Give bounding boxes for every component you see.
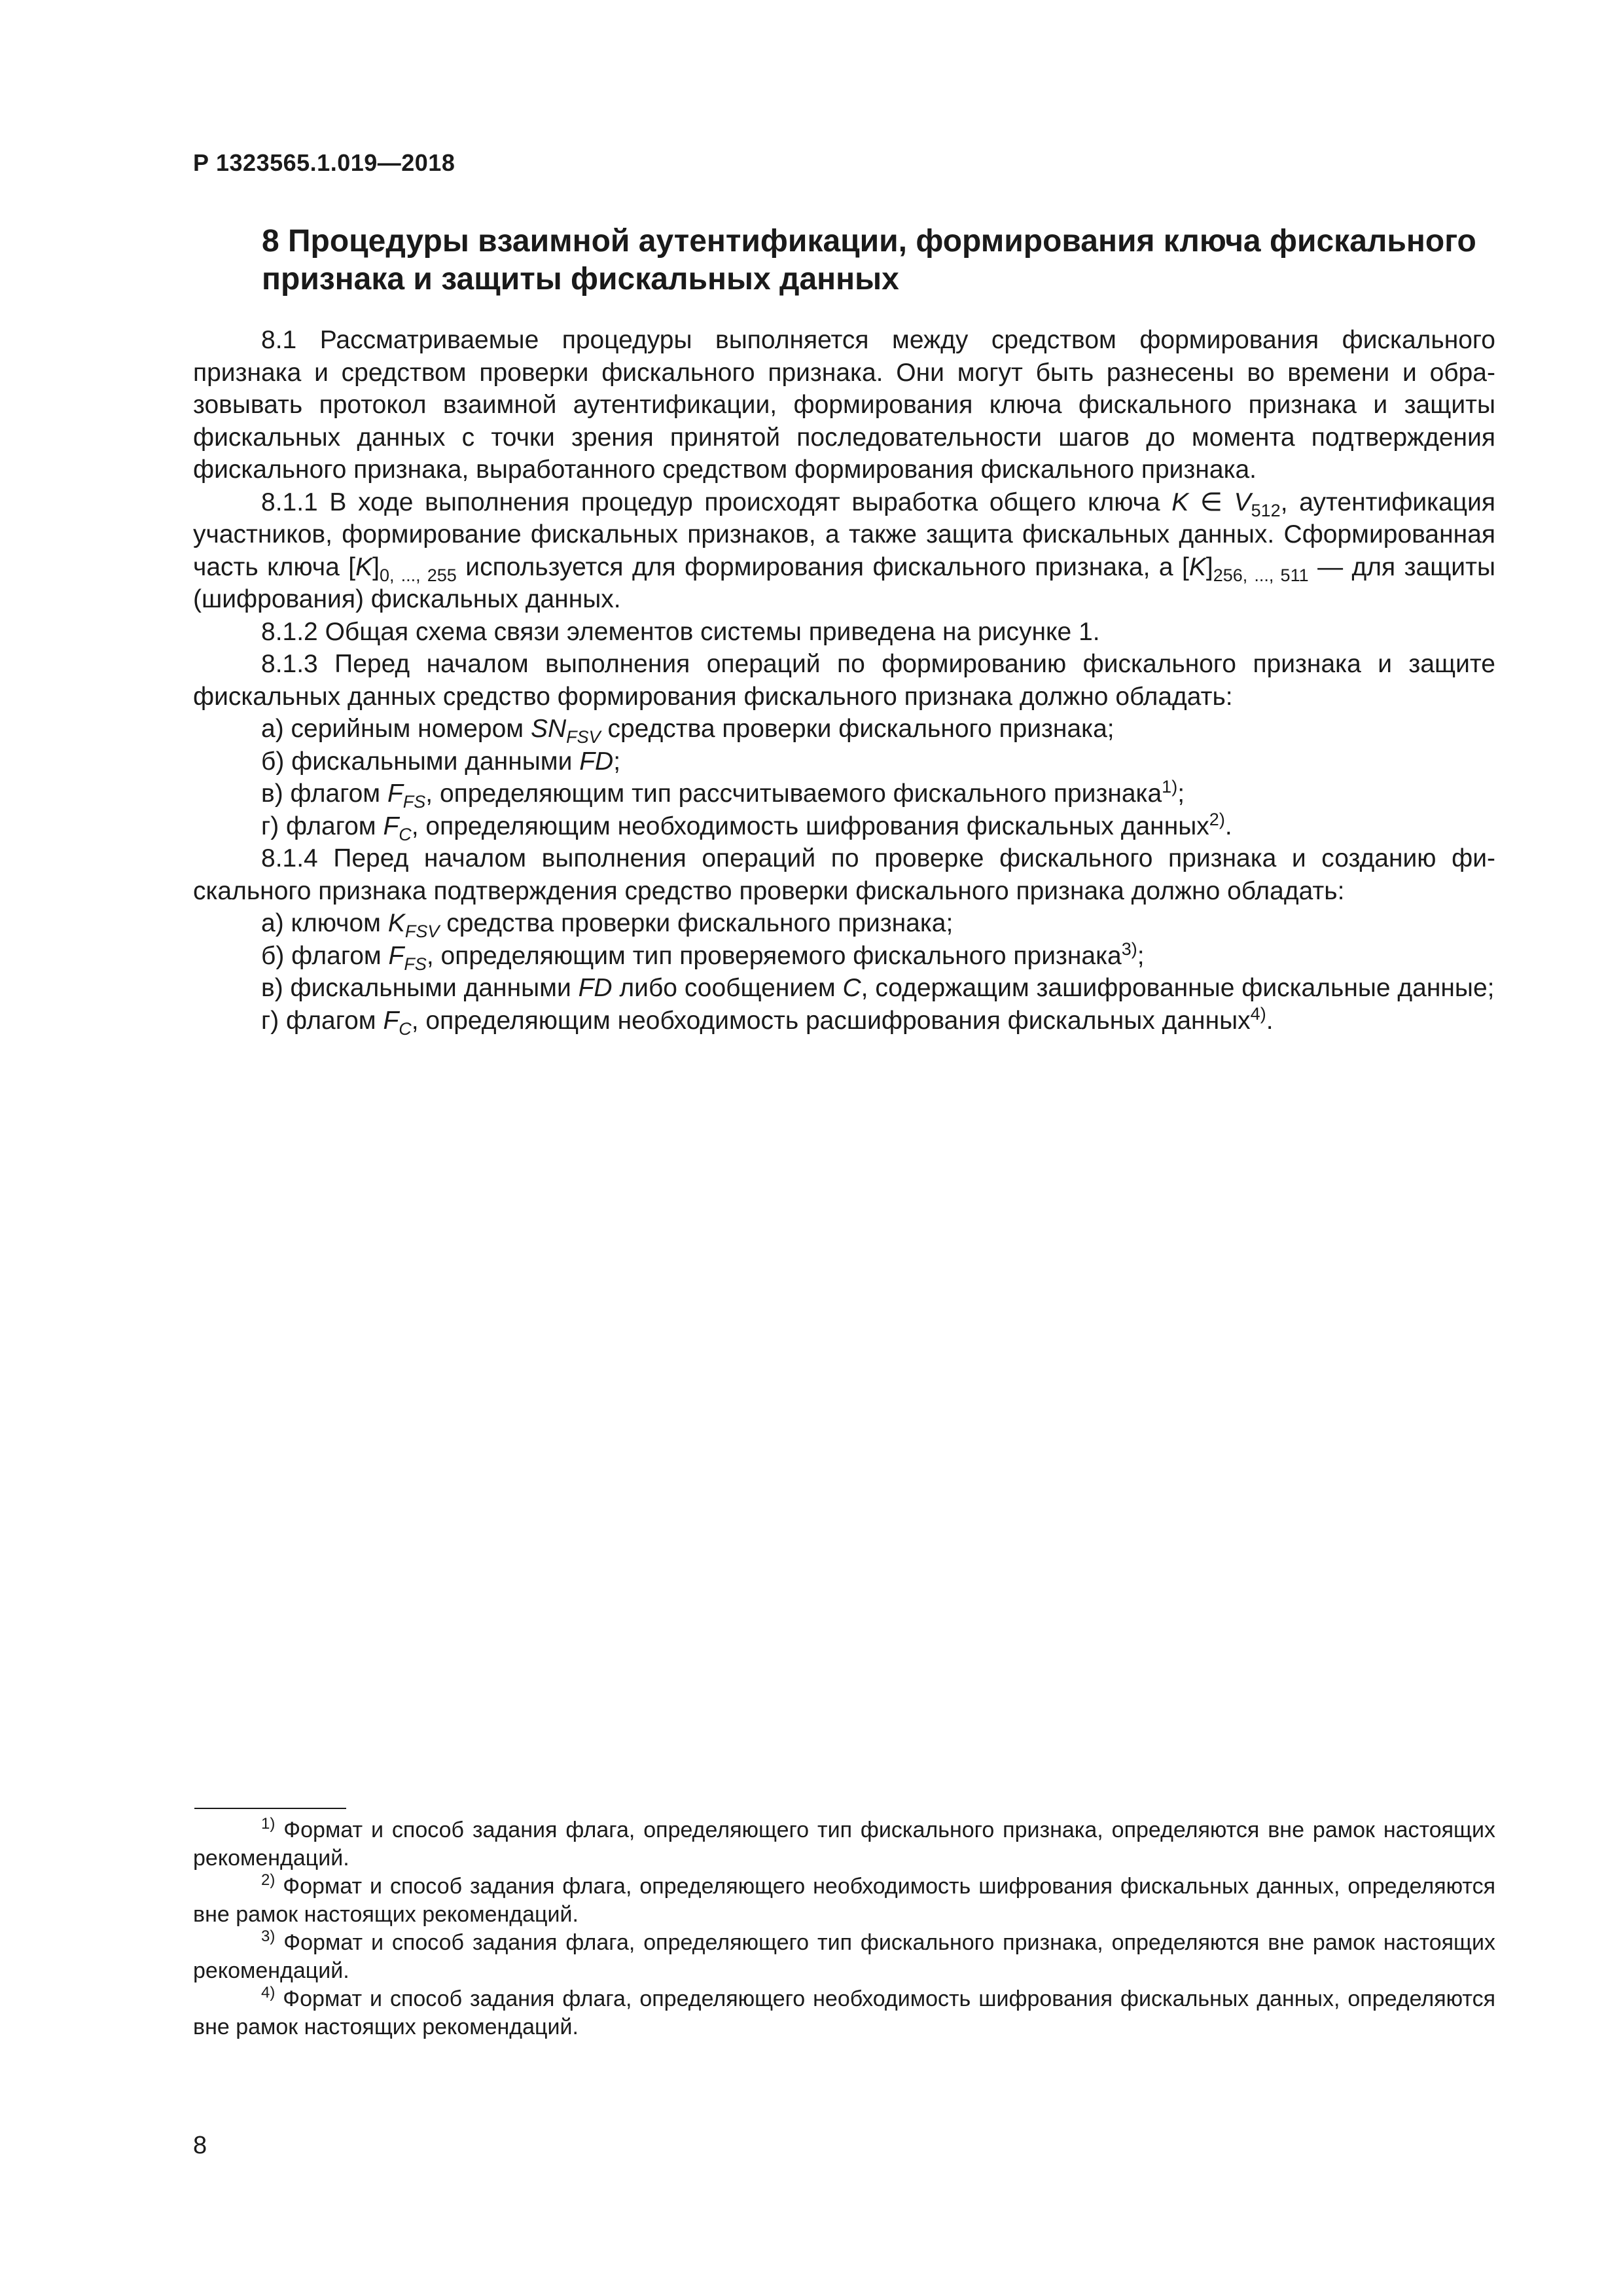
- footnotes: [193, 1816, 1495, 2041]
- footnote-ref: 2): [1209, 809, 1225, 829]
- list-item: г) флагом $F_C$, определяющим необходимость шифрования фискальных данных$^{2)}$.: [261, 809, 1232, 844]
- body-text: [193, 324, 1495, 1037]
- footnote-ref: 3): [1121, 939, 1137, 959]
- list-item: в) фискальными данными FD либо сообщением C, содержащим зашифрованные фискальные данные;: [261, 974, 1495, 1002]
- footnote: $^{1)}$ Формат и способ задания флага, определяющего тип фискального признака, определяются вне рамок настоящих рекомендаций.: [193, 1815, 1495, 1871]
- paragraph-8-1-1: 8.1.1 В ходе выполнения процедур происходят выработка общего ключа K ∈ $V_{512}$, аутентификация участников, формирование фискальных признаков, а также защита фискальных данных. Сформированная часть ключа $[K]_{0, ..., 255}$ используется для формирования фискального признака, а $[K]_{256, ..., 511}$ — для защиты (шифрования) фискальных данных.: [193, 488, 1495, 613]
- footnote: $^{2)}$ Формат и способ задания флага, определяющего необходимость шифрования фискальных данных, определяются вне рамок настоящих рекомендаций.: [193, 1871, 1495, 1927]
- list-item: а) ключом $K_{FSV}$ средства проверки фискального признака;: [261, 909, 954, 941]
- footnote-ref: 4): [1250, 1003, 1266, 1024]
- list-item: а) серийным номером $SN_{FSV}$ средства проверки фискального признака;: [261, 715, 1115, 747]
- section-title: 8 Процедуры взаимной аутентификации, формирования ключа фискального признака и защиты фискальных данных: [262, 224, 1476, 296]
- page-number: 8: [193, 2132, 207, 2159]
- list-item: б) флагом $F_{FS}$, определяющим тип проверяемого фискального признака$^{3)}$;: [261, 939, 1145, 974]
- document-id-header: Р 1323565.1.019—2018: [193, 149, 455, 176]
- footnote-ref: 1): [1162, 777, 1178, 797]
- footnote-separator: [194, 1808, 346, 1809]
- list-item: г) флагом $F_C$, определяющим необходимость расшифрования фискальных данных$^{4)}$.: [261, 1003, 1274, 1039]
- list-item: в) флагом $F_{FS}$, определяющим тип рассчитываемого фискального признака$^{1)}$;: [261, 777, 1185, 812]
- footnote: $^{4)}$ Формат и способ задания флага, определяющего необходимость шифрования фискальных данных, определяются вне рамок настоящих рекомендаций.: [193, 1984, 1495, 2039]
- footnote: $^{3)}$ Формат и способ задания флага, определяющего тип фискального признака, определяются вне рамок настоящих рекомендаций.: [193, 1928, 1495, 1983]
- paragraph-8-1-3: 8.1.3 Перед началом выполнения операций по формированию фискального признака и защите фискальных данных средство формирования фискального признака должно обладать:: [193, 650, 1495, 711]
- list-item: б) фискальными данными FD;: [261, 747, 621, 776]
- paragraph-8-1-4: 8.1.4 Перед началом выполнения операций по проверке фискального признака и созданию фискального признака подтверждения средство проверки фискального признака должно обладать:: [193, 844, 1495, 905]
- paragraph-8-1: 8.1 Рассматриваемые процедуры выполняется между средством формирования фискального признака и средством проверки фискального признака. Они могут быть разнесены во времени и образовывать протокол взаимной аутентификации, формирования ключа фискального признака и защиты фискальных данных с точки зрения принятой последовательности шагов до момента подтверждения фискального признака, выработанного средством формирования фискального признака.: [193, 326, 1495, 484]
- paragraph-8-1-2: 8.1.2 Общая схема связи элементов системы приведена на рисунке 1.: [261, 617, 1100, 646]
